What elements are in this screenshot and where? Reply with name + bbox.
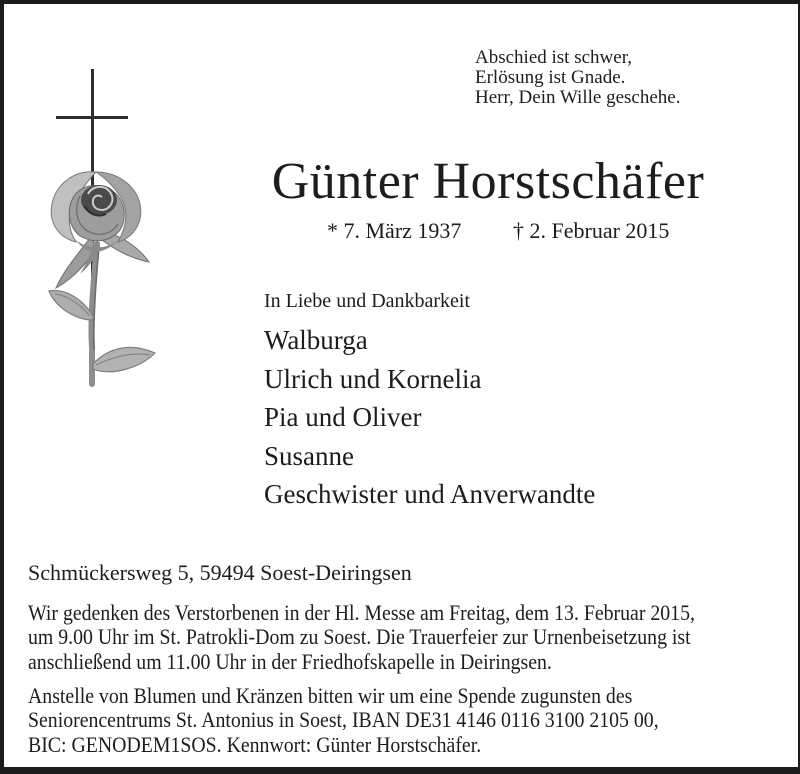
mourning-intro: In Liebe und Dankbarkeit bbox=[264, 290, 471, 312]
service-line: Wir gedenken des Verstorbenen in der Hl. Messe am Freitag, dem 13. Februar 2015, bbox=[28, 600, 695, 625]
service-line: anschließend um 11.00 Uhr in der Friedhofskapelle in Deiringsen. bbox=[28, 648, 552, 674]
birth-date: * 7. März 1937 bbox=[327, 218, 462, 243]
motto-line: Erlösung ist Gnade. bbox=[475, 67, 626, 88]
donation-line: Anstelle von Blumen und Kränzen bitten wir um eine Spende zugunsten des bbox=[28, 683, 633, 708]
donation-paragraph bbox=[28, 684, 659, 757]
mourner-name: Walburga bbox=[264, 325, 368, 355]
motto-line: Herr, Dein Wille geschehe. bbox=[475, 87, 681, 108]
mourners-list bbox=[264, 321, 595, 514]
rose-icon bbox=[36, 166, 158, 388]
deceased-name: Günter Horstschäfer bbox=[271, 153, 705, 210]
mourner-name: Ulrich und Kornelia bbox=[264, 363, 482, 394]
mourner-name: Susanne bbox=[264, 440, 354, 471]
donation-line: BIC: GENODEM1SOS. Kennwort: Günter Horstschäfer. bbox=[28, 731, 482, 757]
service-line: um 9.00 Uhr im St. Patrokli-Dom zu Soest. Die Trauerfeier zur Urnenbeisetzung ist bbox=[28, 624, 691, 650]
mourner-name: Geschwister und Anverwandte bbox=[264, 479, 596, 509]
death-date: † 2. Februar 2015 bbox=[513, 218, 670, 243]
cross-horizontal-beam bbox=[56, 116, 128, 119]
motto-block bbox=[475, 48, 680, 108]
address-line: Schmückersweg 5, 59494 Soest-Deiringsen bbox=[28, 560, 412, 585]
motto-line: Abschied ist schwer, bbox=[475, 47, 633, 68]
mourner-name: Pia und Oliver bbox=[264, 402, 422, 432]
donation-line: Seniorencentrums St. Antonius in Soest, IBAN DE31 4146 0116 3100 2105 00, bbox=[28, 707, 659, 733]
service-paragraph bbox=[28, 601, 695, 674]
